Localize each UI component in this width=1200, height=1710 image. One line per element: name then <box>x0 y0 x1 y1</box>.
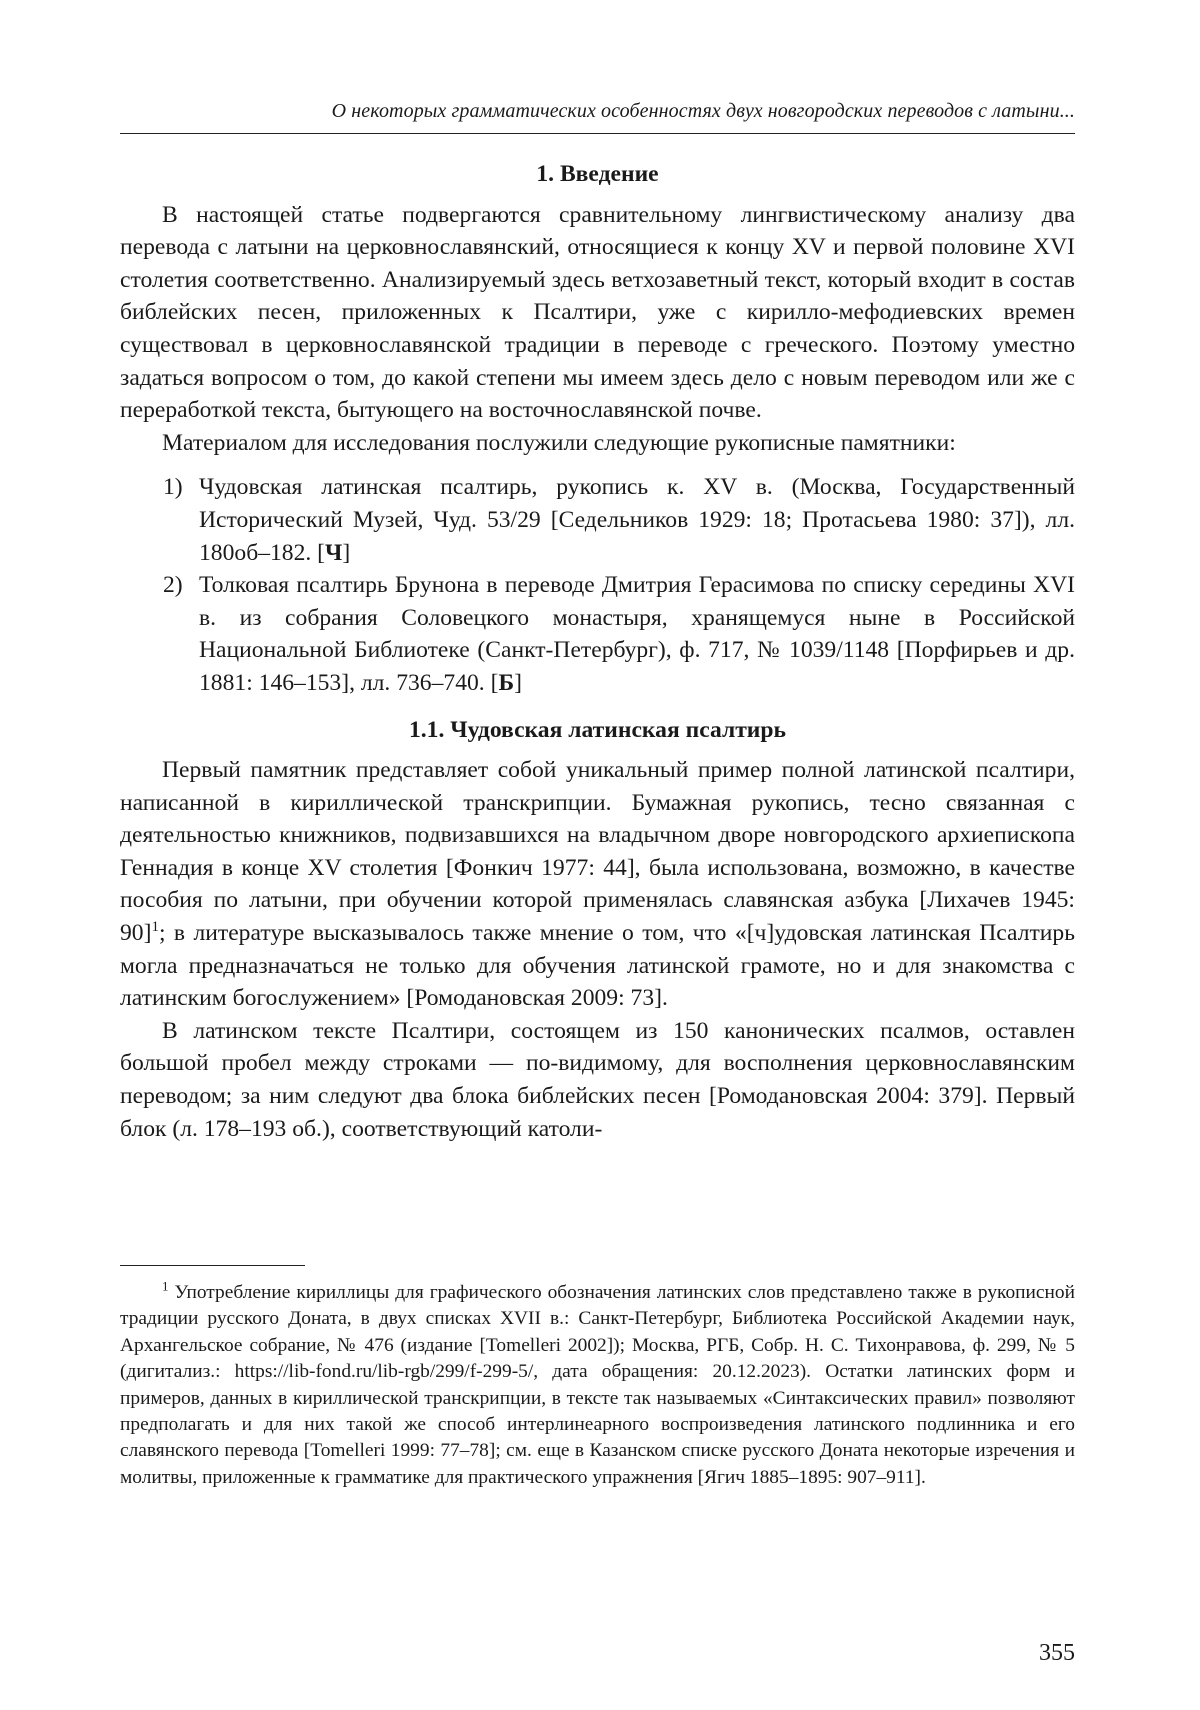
list-number: 2) <box>163 572 183 599</box>
list-number: 1) <box>163 474 183 501</box>
footnote <box>120 1280 1075 1491</box>
body-text <box>120 158 1075 1145</box>
siglum: Ч <box>325 539 343 566</box>
footnote-rule <box>120 1265 305 1266</box>
paragraph: В настоящей статье подвергаются сравнительному лингвистическому анализу два перевода с латыни на церковнославянский, относящиеся к концу XV и первой половине XVI столетия соответственно. Анализируемый здесь ветхозаветный текст, который входит в состав библейских песен, приложенных к Псалтири, уже с кирилло-мефодиевских времен существовал в церковнославянской традиции в переводе с греческого. Поэтому уместно задаться вопросом о том, до какой степени мы имеем здесь дело с новым переводом или же с переработкой текста, бытующего на восточнославянской почве. <box>120 201 1075 424</box>
footnote-reference[interactable]: 1 <box>151 919 159 936</box>
page-number: 355 <box>1039 1640 1075 1666</box>
paragraph-text: ; в литературе высказывалось также мнение о том, что «[ч]удовская латинская Псалтирь могла предназначаться не только для обучения латинской грамоте, но и для знакомства с латинским богослужением» [Ромодановская 2009: 73]. <box>120 920 1075 1012</box>
paragraph-text: Первый памятник представляет собой уникальный пример полной латинской псалтири, написанной в кириллической транскрипции. Бумажная рукопись, тесно связанная с деятельностью книжников, подвизавшихся на владычном дворе новгородского архиепископа Геннадия в конце XV столетия [Фонкич 1977: 44], была использована, возможно, в качестве пособия по латыни, при обучении которой применялась славянская азбука [Лихачев 1945: 90] <box>120 757 1075 947</box>
header-rule <box>120 133 1075 134</box>
footnote-text: Употребление кириллицы для графического обозначения латинских слов представлено также в рукописной традиции русского Доната, в двух списках XVII в.: Санкт-Петербург, Библиотека Российской Академии наук, Архангельское собрание, № 476 (издание [Tomelleri 2002]); Москва, РГБ, Собр. Н. С. Тихонравова, ф. 299, № 5 (дигитализ.: https://lib-fond.ru/lib-rgb/299/f-299-5/, дата обращения: 20.12.2023). Остатки латинских форм и примеров, данных в кириллической транскрипции, в тексте так называемых «Синтаксических правил» позволяют предполагать и для них такой же способ интерлинеарного воспроизведения латинского подлинника и его славянского перевода [Tomelleri 1999: 77–78]; см. еще в Казанском списке русского Доната некоторые изречения и молитвы, приложенные к грамматике для практического упражнения [Ягич 1885–1895: 907–911]. <box>120 1282 1075 1488</box>
bracket: ] <box>342 539 351 566</box>
siglum: Б <box>498 669 515 696</box>
list-text: Толковая псалтирь Брунона в переводе Дмитрия Герасимова по списку середины XVI в. из собрания Соловецкого монастыря, хранящемуся ныне в Российской Национальной Библиотеке (Санкт-Петербург), ф. 717, № 1039/1148 [Порфирьев и др. 1881: 146–153], лл. 736–740. [ <box>199 572 1075 696</box>
running-head: О некоторых грамматических особенностях двух новгородских переводов с латыни... <box>331 100 1075 122</box>
bracket: ] <box>514 669 522 696</box>
list-item <box>120 471 1075 569</box>
section-title-introduction: 1. Введение <box>536 161 659 187</box>
section-title-chudov-psalter: 1.1. Чудовская латинская псалтирь <box>408 716 786 743</box>
list-item <box>120 569 1075 699</box>
sources-list <box>120 471 1075 699</box>
paragraph: Материалом для исследования послужили следующие рукописные памятники: <box>162 429 956 456</box>
paragraph: В латинском тексте Псалтири, состоящем из 150 канонических псалмов, оставлен большой пробел между строками — по-видимому, для восполнения церковнославянским переводом; за ним следуют два блока библейских песен [Ромодановская 2004: 379]. Первый блок (л. 178–193 об.), соответствующий католи- <box>120 1017 1075 1142</box>
list-text: Чудовская латинская псалтирь, рукопись к. XV в. (Москва, Государственный Исторический Музей, Чуд. 53/29 [Седельников 1929: 18; Протасьева 1980: 37]), лл. 180об–182. [ <box>199 474 1075 566</box>
footnote-mark: 1 <box>162 1278 169 1294</box>
paragraph <box>120 754 1075 1015</box>
